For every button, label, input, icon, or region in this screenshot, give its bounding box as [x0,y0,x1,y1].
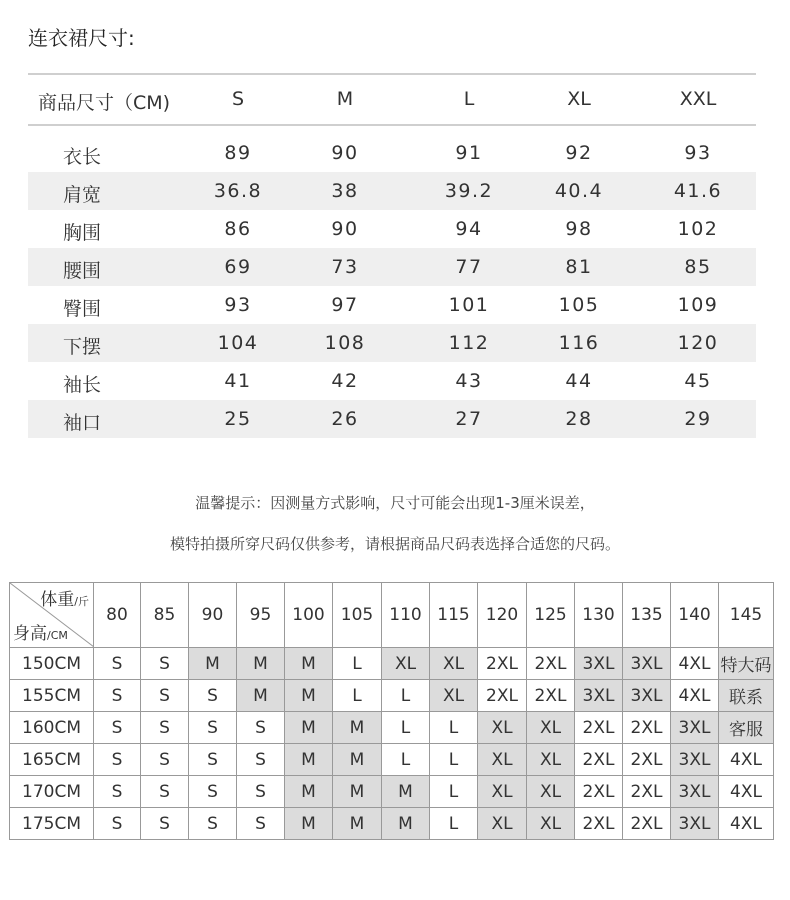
size-cell: 41.6 [673,180,723,202]
recommended-size-cell: S [189,712,237,744]
weight-header-cell: 105 [333,583,382,648]
size-row-label: 下摆 [63,336,102,358]
size-cell: 85 [684,256,712,278]
size-cell: 90 [331,218,359,240]
size-cell: 41 [224,370,252,392]
recommended-size-cell: XL [478,808,527,840]
size-cell: 120 [677,332,719,354]
recommended-size-cell: S [189,808,237,840]
size-cell: 69 [224,256,252,278]
size-cell: 77 [455,256,483,278]
recommended-size-cell: M [285,680,333,712]
height-label-cell: 165CM [10,744,94,776]
size-header-m: M [336,88,354,110]
recommended-size-cell: 4XL [719,808,774,840]
recommended-size-cell: 2XL [478,648,527,680]
recommended-size-cell: S [141,744,189,776]
weight-unit: /斤 [74,595,89,608]
recommended-size-cell: 4XL [671,680,719,712]
weight-header-cell: 100 [285,583,333,648]
recommended-size-cell: XL [478,744,527,776]
recommended-size-cell: M [382,776,430,808]
weight-header-cell: 125 [527,583,575,648]
recommended-size-cell: S [141,712,189,744]
weight-label: 体重 [40,590,75,610]
recommended-size-cell: 4XL [719,744,774,776]
size-header-l: L [463,88,475,110]
size-cell: 108 [324,332,366,354]
recommended-size-cell: 3XL [671,712,719,744]
recommended-size-cell: XL [430,680,478,712]
size-header-s: S [231,88,245,110]
size-cell: 105 [558,294,600,316]
size-cell: 29 [684,408,712,430]
recommended-size-cell: L [382,712,430,744]
recommended-size-cell: S [237,712,285,744]
recommended-size-cell: S [94,712,141,744]
recommended-size-cell: XL [478,712,527,744]
recommended-size-cell: 2XL [623,744,671,776]
recommended-size-cell: 3XL [623,680,671,712]
size-row-label: 肩宽 [63,184,102,206]
recommended-size-cell: M [237,680,285,712]
size-cell: 91 [455,142,483,164]
height-row [10,808,774,840]
recommended-size-cell: 2XL [575,744,623,776]
corner-weight-label [40,585,89,610]
height-label-cell: 175CM [10,808,94,840]
recommended-size-cell: S [237,808,285,840]
height-row [10,680,774,712]
recommended-size-cell: 3XL [671,776,719,808]
height-label-cell: 155CM [10,680,94,712]
recommended-size-cell: XL [527,808,575,840]
recommended-size-cell: M [285,776,333,808]
recommended-size-cell: S [237,744,285,776]
weight-header-cell: 90 [189,583,237,648]
recommended-size-cell: L [430,744,478,776]
recommended-size-cell: L [430,712,478,744]
height-unit: /CM [47,629,68,642]
weight-header-row [10,583,774,648]
height-label: 身高 [13,624,47,644]
recommended-size-cell: M [285,712,333,744]
weight-header-cell: 120 [478,583,527,648]
recommended-size-cell: XL [527,744,575,776]
size-row [28,210,756,248]
recommended-size-cell: M [285,744,333,776]
recommended-size-cell: L [382,744,430,776]
recommended-size-cell: 特大码 [719,648,774,680]
size-row [28,362,756,400]
size-row-label: 袖口 [63,412,102,434]
weight-header-cell: 80 [94,583,141,648]
size-cell: 38 [331,180,359,202]
recommended-size-cell: M [285,648,333,680]
recommended-size-cell: M [382,808,430,840]
size-cell: 102 [677,218,719,240]
size-cell: 45 [684,370,712,392]
recommended-size-cell: L [430,808,478,840]
size-row-label: 衣长 [63,146,102,168]
note-line-2: 模特拍摄所穿尺码仅供参考，请根据商品尺码表选择合适您的尺码。 [169,535,620,553]
size-cell: 28 [565,408,593,430]
size-cell: 73 [331,256,359,278]
recommended-size-cell: M [285,808,333,840]
recommended-size-cell: L [333,648,382,680]
size-cell: 43 [455,370,483,392]
size-cell: 86 [224,218,252,240]
recommended-size-cell: 客服 [719,712,774,744]
height-label-cell: 170CM [10,776,94,808]
weight-height-size-table [9,582,774,840]
size-cell: 27 [455,408,483,430]
recommended-size-cell: 2XL [527,680,575,712]
height-label-cell: 160CM [10,712,94,744]
height-row [10,712,774,744]
size-cell: 40.4 [554,180,604,202]
recommended-size-cell: XL [527,776,575,808]
recommended-size-cell: 2XL [527,648,575,680]
size-cell: 93 [684,142,712,164]
recommended-size-cell: S [94,808,141,840]
recommended-size-cell: XL [478,776,527,808]
recommended-size-cell: S [141,648,189,680]
size-row-label: 胸围 [63,222,102,244]
size-cell: 93 [224,294,252,316]
size-header-xl: XL [567,88,591,110]
size-cell: 42 [331,370,359,392]
recommended-size-cell: S [94,744,141,776]
recommended-size-cell: 2XL [575,776,623,808]
recommended-size-cell: M [189,648,237,680]
recommended-size-cell: S [189,776,237,808]
recommended-size-cell: XL [382,648,430,680]
size-cell: 97 [331,294,359,316]
size-table-header [28,76,756,124]
recommended-size-cell: 4XL [671,648,719,680]
weight-header-cell: 115 [430,583,478,648]
corner-height-label [13,619,68,644]
weight-header-cell: 110 [382,583,430,648]
size-cell: 81 [565,256,593,278]
recommended-size-cell: 3XL [671,744,719,776]
size-cell: 90 [331,142,359,164]
recommended-size-cell: L [430,776,478,808]
size-cell: 44 [565,370,593,392]
height-row [10,776,774,808]
size-table-body [28,134,756,438]
size-cell: 92 [565,142,593,164]
recommended-size-cell: M [333,712,382,744]
recommended-size-cell: S [94,680,141,712]
recommended-size-cell: 3XL [623,648,671,680]
recommended-size-cell: 4XL [719,776,774,808]
weight-header-cell: 140 [671,583,719,648]
recommended-size-cell: S [94,648,141,680]
size-cell: 98 [565,218,593,240]
size-cell: 109 [677,294,719,316]
height-row [10,648,774,680]
size-row [28,324,756,362]
height-row [10,744,774,776]
recommended-size-cell: M [333,808,382,840]
recommended-size-cell: 3XL [575,680,623,712]
recommended-size-cell: 2XL [575,808,623,840]
header-divider [28,124,756,126]
recommended-size-cell: 2XL [623,712,671,744]
note-line-1: 温馨提示：因测量方式影响，尺寸可能会出现1-3厘米误差， [195,494,595,512]
recommended-size-cell: S [141,776,189,808]
recommended-size-cell: S [237,776,285,808]
recommended-size-cell: 3XL [575,648,623,680]
recommended-size-cell: S [141,808,189,840]
weight-header-cell: 130 [575,583,623,648]
recommended-size-cell: 联系 [719,680,774,712]
weight-header-cell: 145 [719,583,774,648]
recommended-size-cell: L [382,680,430,712]
height-label-cell: 150CM [10,648,94,680]
size-row-label: 臀围 [63,298,102,320]
size-row [28,172,756,210]
recommended-size-cell: 3XL [671,808,719,840]
recommended-size-cell: 2XL [623,776,671,808]
recommended-size-cell: M [237,648,285,680]
recommended-size-cell: 2XL [478,680,527,712]
size-cell: 116 [558,332,600,354]
recommended-size-cell: 2XL [575,712,623,744]
page-title: 连衣裙尺寸: [28,26,135,50]
size-cell: 101 [448,294,490,316]
weight-header-cell: 135 [623,583,671,648]
size-cell: 25 [224,408,252,430]
size-cell: 36.8 [213,180,263,202]
recommended-size-cell: XL [430,648,478,680]
size-cell: 112 [448,332,490,354]
size-cell: 94 [455,218,483,240]
recommended-size-cell: S [189,680,237,712]
size-row-label: 腰围 [63,260,102,282]
recommended-size-cell: L [333,680,382,712]
recommended-size-cell: M [333,744,382,776]
recommended-size-cell: S [189,744,237,776]
size-cell: 104 [217,332,259,354]
recommended-size-cell: XL [527,712,575,744]
weight-header-cell: 85 [141,583,189,648]
size-row [28,248,756,286]
size-cell: 26 [331,408,359,430]
recommended-size-cell: S [94,776,141,808]
recommended-size-cell: 2XL [623,808,671,840]
top-divider [28,73,756,75]
corner-cell [10,583,94,648]
size-row-label: 袖长 [63,374,102,396]
recommended-size-cell: S [141,680,189,712]
size-header-label: 商品尺寸（CM) [38,92,171,114]
weight-header-cell: 95 [237,583,285,648]
size-row [28,134,756,172]
size-row [28,286,756,324]
size-cell: 89 [224,142,252,164]
size-header-xxl: XXL [679,88,717,110]
size-row [28,400,756,438]
size-cell: 39.2 [444,180,494,202]
recommended-size-cell: M [333,776,382,808]
